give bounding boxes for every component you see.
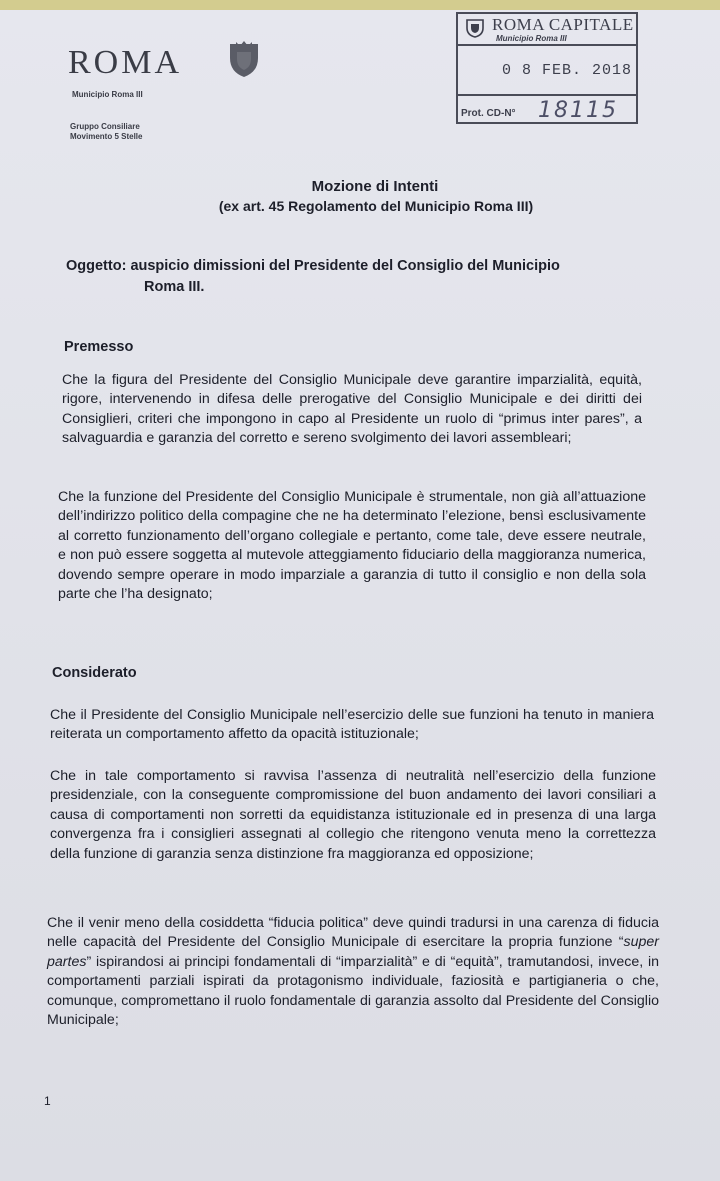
subject-label: Oggetto: — [66, 258, 127, 274]
considerato-paragraph-1: Che il Presidente del Consiglio Municipale nell’esercizio delle sue funzioni ha tenuto in maniera reiterata un comportamento affetto da opacità istituzionale; — [50, 707, 654, 743]
protocol-number: 18115 — [538, 98, 618, 123]
stamp-date: 0 8 FEB. 2018 — [502, 62, 633, 79]
stamp-protocol-row — [458, 94, 636, 124]
section-heading-premesso: Premesso — [64, 339, 134, 355]
premesso-paragraph-1: Che la figura del Presidente del Consiglio Municipale deve garantire imparzialità, equità, rigore, intervenendo in difesa delle prerogative del Consiglio Municipale e dei diritti dei Consiglieri, criteri che impongono in capo al Presidente un ruolo di “primus inter pares”, a salvaguardia e garanzia del corretto e sereno svolgimento dei lavori assembleari; — [62, 372, 642, 447]
protocol-label: Prot. CD-N° — [461, 108, 516, 119]
subject-line — [66, 256, 656, 298]
considerato-paragraph-3 — [47, 914, 659, 1030]
stamp-header — [458, 14, 636, 46]
subject-text-2: Roma III. — [144, 279, 205, 295]
considerato-p3-part-a: Che il venir meno della cosiddetta “fiducia politica” deve quindi tradursi in una carenza di fiducia nelle capacità del Presidente del Consiglio Municipale di esercitare la propria funzione “ — [47, 915, 659, 951]
considerato-paragraph-2: Che in tale comportamento si ravvisa l’assenza di neutralità nell’esercizio della funzione presidenziale, con la conseguente compromissione del buon andamento dei lavori consiliari a causa di comportamenti non sorretti da equidistanza istituzionale ed in presenza di una larga convergenza fra i consiglieri assegnati al collegio che ritengono venuta meno la correttezza della funzione di garanzia senza distinzione fra maggioranza ed opposizione; — [50, 768, 656, 862]
document-title: Mozione di Intenti — [311, 178, 439, 195]
document-subtitle: (ex art. 45 Regolamento del Municipio Roma III) — [218, 198, 534, 214]
group-line-2: Movimento 5 Stelle — [70, 132, 143, 141]
stamp-subtitle: Municipio Roma III — [496, 34, 567, 43]
page-edge — [0, 0, 720, 10]
section-heading-considerato: Considerato — [52, 665, 137, 681]
group-line-1: Gruppo Consiliare — [70, 122, 140, 131]
shield-crest-icon — [228, 40, 260, 78]
premesso-paragraph-2: Che la funzione del Presidente del Consiglio Municipale è strumentale, non già all’attuazione dell’indirizzo politico della compagine che ne ha determinato l’elezione, bensì esclusivamente al corretto funzionamento dell’organo collegiale e pertanto, come tale, deve essere neutrale, e non può essere soggetta al mutevole atteggiamento fiduciario della maggioranza numerica, dovendo sempre operare in modo imparziale a garanzia di tutto il consiglio e non della sola parte che l’ha designato; — [58, 489, 646, 603]
stamp-crest-icon — [466, 18, 484, 38]
page-number: 1 — [44, 1094, 51, 1108]
protocol-stamp — [456, 12, 638, 124]
subject-text-1: auspicio dimissioni del Presidente del Consiglio del Municipio — [130, 258, 560, 274]
stamp-title: ROMA CAPITALE — [492, 15, 634, 34]
roma-logo-text: ROMA — [68, 44, 183, 81]
logo-subtitle: Municipio Roma III — [72, 90, 143, 99]
party-group — [70, 122, 142, 142]
considerato-p3-part-b: ” ispirandosi ai principi fondamentali di “imparzialità” e di “equità”, tramutandosi, invece, in comportamenti parziali ispirati da protagonismo individuale, faziosità e partigianeria o che, comunque, compromettano il ruolo fondamentale di garanzia assolto dal Presidente del Consiglio Municipale; — [47, 953, 659, 1029]
considerato-p3-emphasis: super partes — [47, 934, 659, 970]
